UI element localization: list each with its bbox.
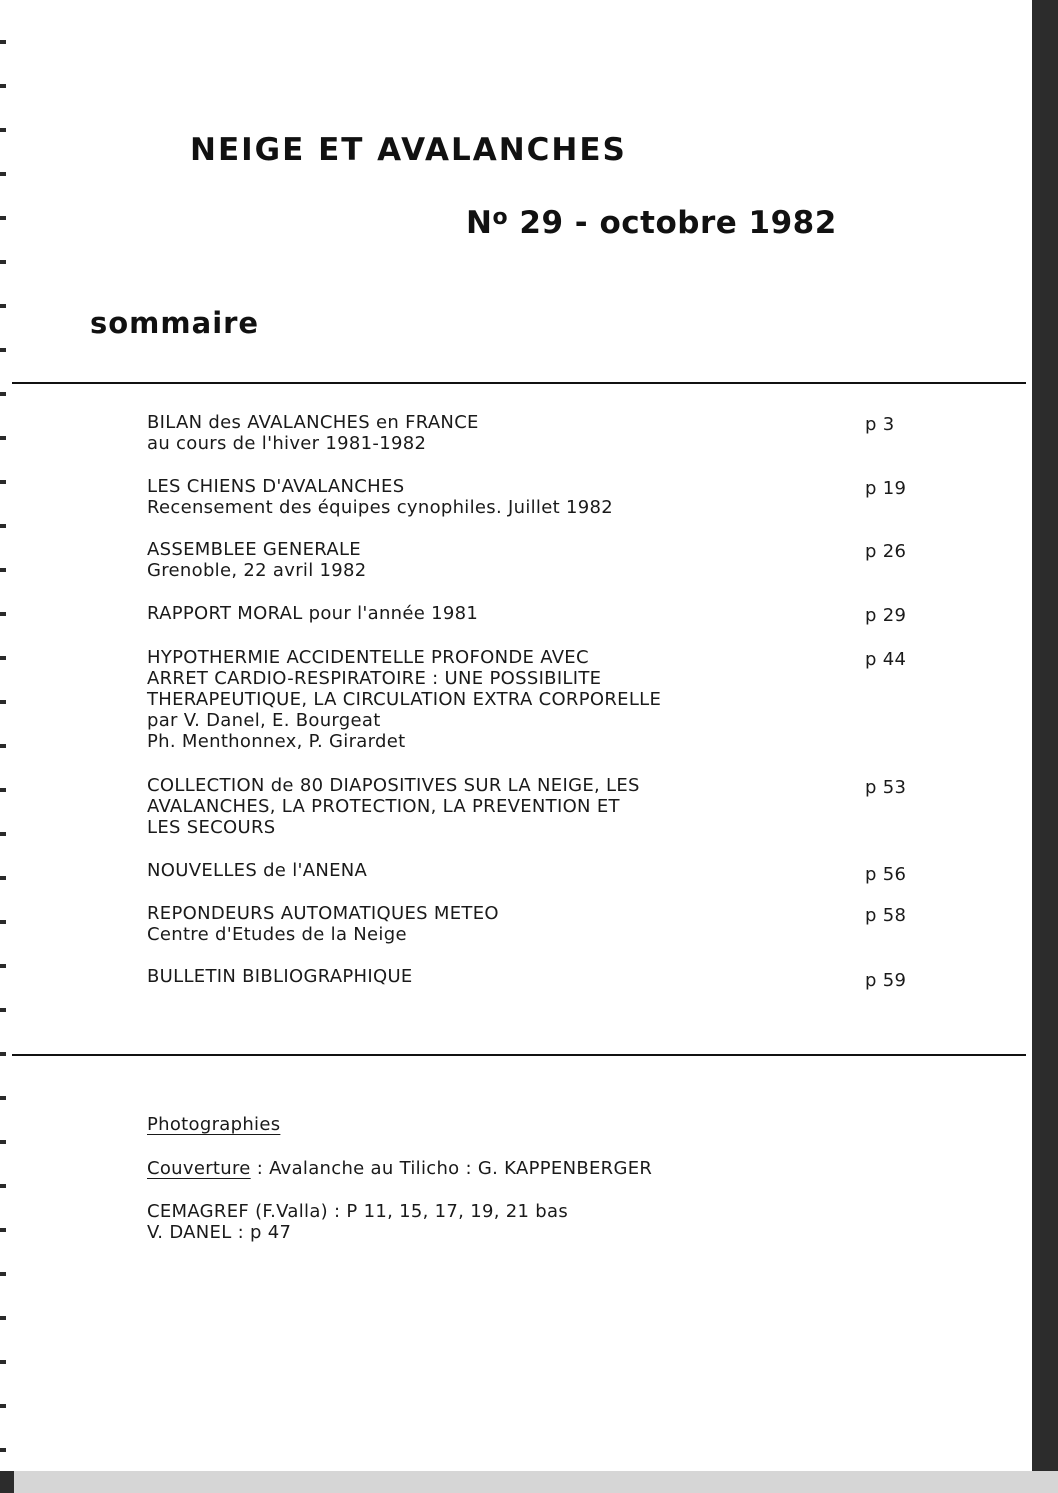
toc-page-number: p 59 xyxy=(865,970,907,991)
toc-page-number: p 26 xyxy=(865,541,907,562)
toc-page-number: p 53 xyxy=(865,777,907,798)
contents-heading: sommaire xyxy=(90,306,260,340)
toc-line: NOUVELLES de l'ANENA xyxy=(147,860,368,881)
toc-line: THERAPEUTIQUE, LA CIRCULATION EXTRA CORPORELLE xyxy=(147,689,662,710)
toc-line: ARRET CARDIO-RESPIRATOIRE : UNE POSSIBILITE xyxy=(147,668,602,689)
scan-right-edge xyxy=(1032,0,1058,1493)
toc-line: Recensement des équipes cynophiles. Juillet 1982 xyxy=(147,497,613,518)
toc-line: BULLETIN BIBLIOGRAPHIQUE xyxy=(147,966,413,987)
cover-label: Couverture xyxy=(147,1158,251,1179)
toc-page-number: p 56 xyxy=(865,864,907,885)
toc-line: Grenoble, 22 avril 1982 xyxy=(147,560,367,581)
toc-line: Centre d'Etudes de la Neige xyxy=(147,924,407,945)
credits-cover-line xyxy=(147,1158,652,1179)
issue-date: 29 - octobre 1982 xyxy=(508,205,837,241)
toc-page-number: p 44 xyxy=(865,649,907,670)
scan-left-edge xyxy=(0,0,6,1493)
toc-line: LES CHIENS D'AVALANCHES xyxy=(147,476,405,497)
bottom-rule xyxy=(12,1054,1026,1056)
toc-line: RAPPORT MORAL pour l'année 1981 xyxy=(147,603,479,624)
issue-number-sup: o xyxy=(492,205,509,230)
toc-line: au cours de l'hiver 1981-1982 xyxy=(147,433,427,454)
toc-line: ASSEMBLEE GENERALE xyxy=(147,539,361,560)
toc-page-number: p 3 xyxy=(865,414,895,435)
top-rule xyxy=(12,382,1026,384)
scan-bottom-edge xyxy=(0,1471,1058,1493)
credits-line: CEMAGREF (F.Valla) : P 11, 15, 17, 19, 21 bas xyxy=(147,1201,569,1222)
cover-text: : Avalanche au Tilicho : G. KAPPENBERGER xyxy=(250,1158,653,1179)
toc-line: par V. Danel, E. Bourgeat xyxy=(147,710,381,731)
journal-title: NEIGE ET AVALANCHES xyxy=(190,132,627,168)
toc-line: COLLECTION de 80 DIAPOSITIVES SUR LA NEIGE, LES xyxy=(147,775,640,796)
toc-line: HYPOTHERMIE ACCIDENTELLE PROFONDE AVEC xyxy=(147,647,589,668)
credits-heading: Photographies xyxy=(147,1114,281,1135)
issue-number-prefix: N xyxy=(466,205,493,241)
toc-line: REPONDEURS AUTOMATIQUES METEO xyxy=(147,903,499,924)
toc-page-number: p 29 xyxy=(865,605,907,626)
issue-line xyxy=(466,205,837,241)
toc-page-number: p 19 xyxy=(865,478,907,499)
toc-line: BILAN des AVALANCHES en FRANCE xyxy=(147,412,479,433)
toc-page-number: p 58 xyxy=(865,905,907,926)
toc-line: AVALANCHES, LA PROTECTION, LA PREVENTION ET xyxy=(147,796,620,817)
toc-line: LES SECOURS xyxy=(147,817,276,838)
credits-line: V. DANEL : p 47 xyxy=(147,1222,292,1243)
toc-line: Ph. Menthonnex, P. Girardet xyxy=(147,731,406,752)
